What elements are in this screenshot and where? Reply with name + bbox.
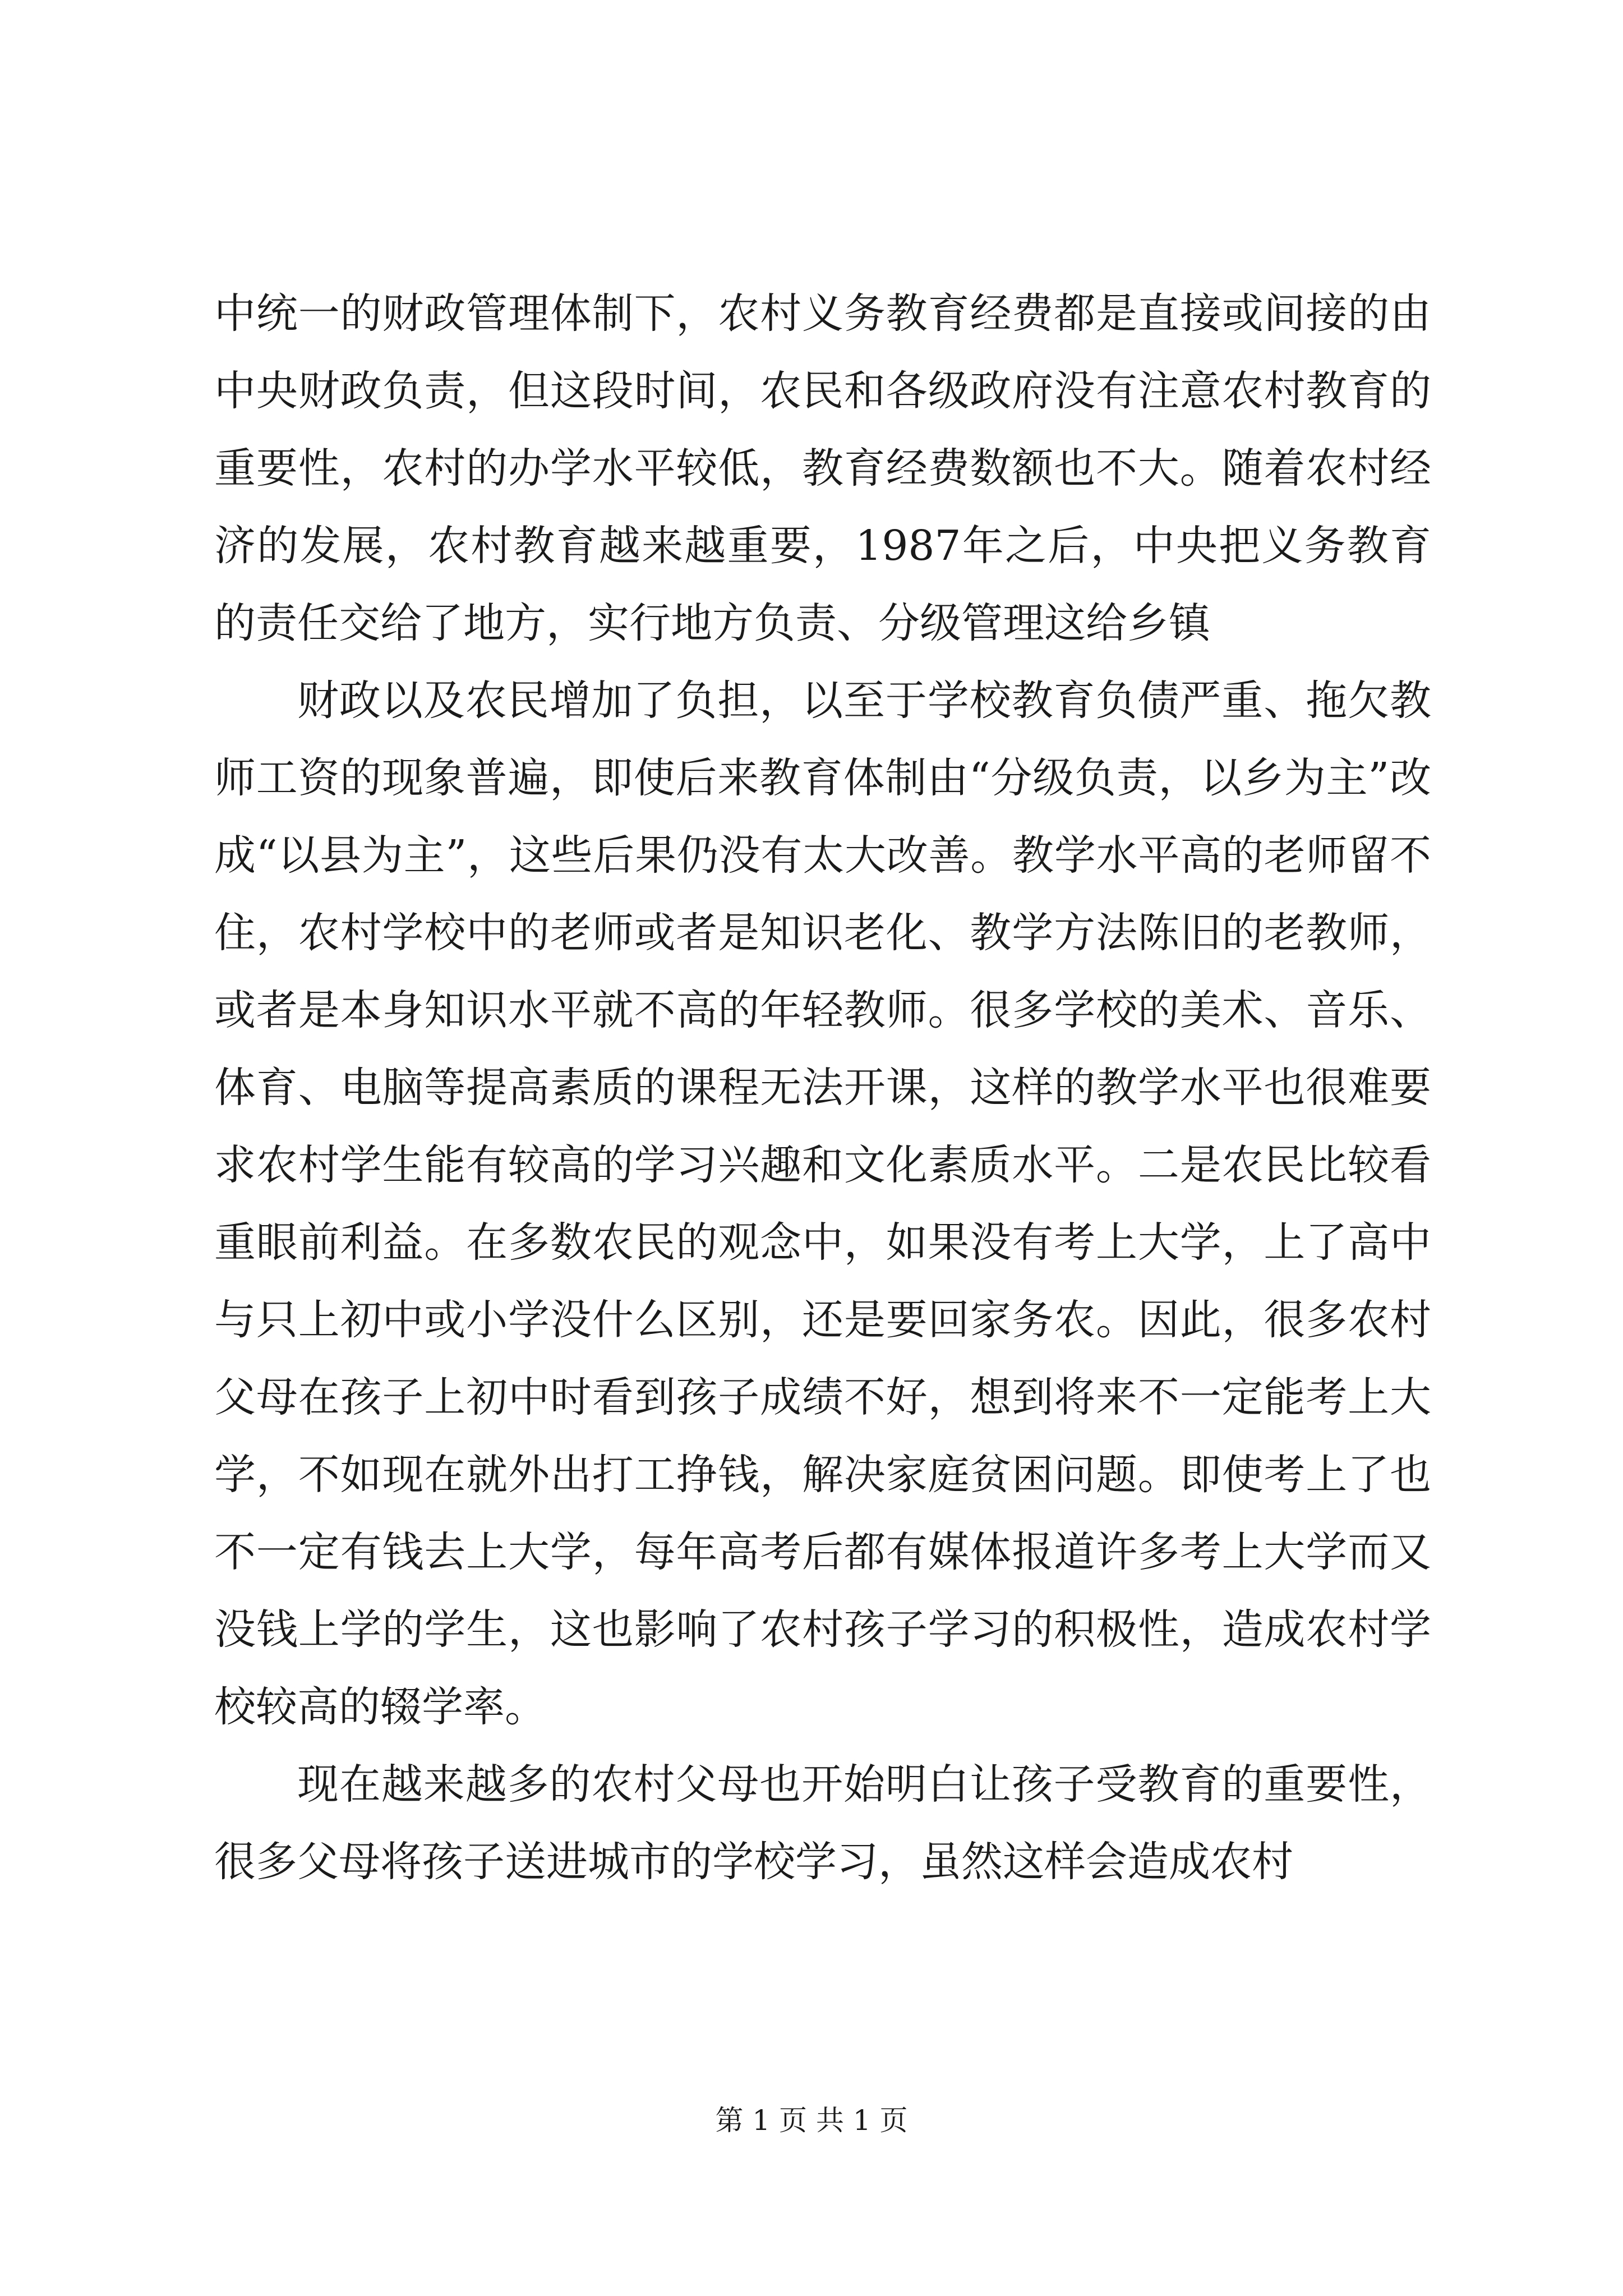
page-footer: 第 1 页 共 1 页 (715, 2104, 908, 2137)
paragraph-1: 中统一的财政管理体制下，农村义务教育经费都是直接或间接的由中央财政负责，但这段时间，农民和各级政府没有注意农村教育的重要性，农村的办学水平较低，教育经费数额也不大。随着农村经济的发展，农村教育越来越重要，1987年之后，中央把义务教育的责任交给了地方，实行地方负责、分级管理这给乡镇 (214, 289, 1431, 647)
paragraph-2: 财政以及农民增加了负担，以至于学校教育负债严重、拖欠教师工资的现象普遍，即使后来教育体制由“分级负责，以乡为主”改成“以县为主”，这些后果仍没有太大改善。教学水平高的老师留不住，农村学校中的老师或者是知识老化、教学方法陈旧的老教师，或者是本身知识水平就不高的年轻教师。很多学校的美术、音乐、体育、电脑等提高素质的课程无法开课，这样的教学水平也很难要求农村学生能有较高的学习兴趣和文化素质水平。二是农民比较看重眼前利益。在多数农民的观念中，如果没有考上大学，上了高中与只上初中或小学没什么区别，还是要回家务农。因此，很多农村父母在孩子上初中时看到孩子成绩不好，想到将来不一定能考上大学，不如现在就外出打工挣钱，解决家庭贫困问题。即使考上了也不一定有钱去上大学，每年高考后都有媒体报道许多考上大学而又没钱上学的学生，这也影响了农村孩子学习的积极性，造成农村学校较高的辍学率。 (214, 677, 1431, 1731)
paragraph-3: 现在越来越多的农村父母也开始明白让孩子受教育的重要性，很多父母将孩子送进城市的学校学习，虽然这样会造成农村 (214, 1760, 1431, 1886)
body-text (214, 275, 1431, 1901)
